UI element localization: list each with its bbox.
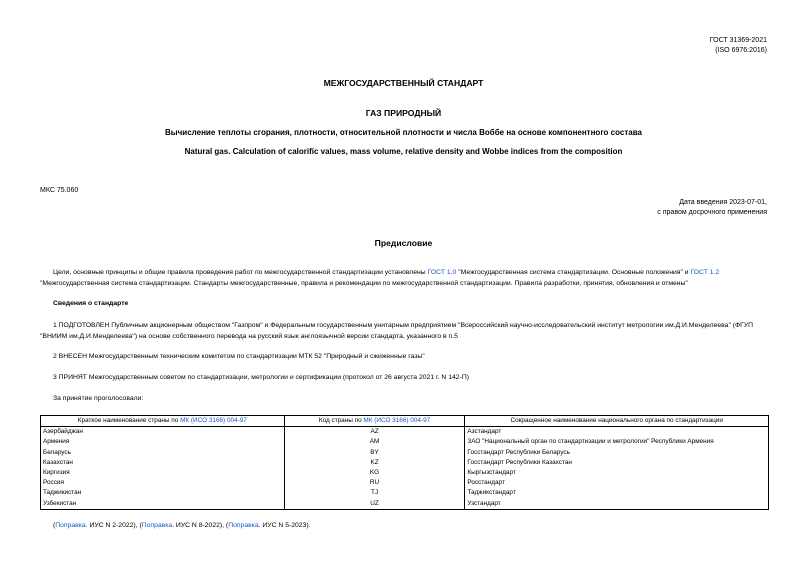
voted-label: За принятие проголосовали:: [53, 395, 144, 402]
standard-info-heading: Сведения о стандарте: [53, 300, 129, 307]
mk-iso-link[interactable]: МК (ИСО 3166) 004-97: [363, 417, 431, 425]
gost-number: ГОСТ 31369-2021: [709, 37, 767, 44]
item-adopted: 3 ПРИНЯТ Межгосударственным советом по стандартизации, метрологии и сертификации (протокол от 26 августа 2021 г. N 142-П): [53, 374, 469, 381]
preface-text: "Межгосударственная система стандартизации. Основные положения" и: [456, 269, 691, 276]
country-name-cell: Россия: [41, 478, 285, 488]
standard-type-heading: МЕЖГОСУДАРСТВЕННЫЙ СТАНДАРТ: [323, 78, 484, 88]
amendment-link[interactable]: Поправка: [55, 522, 86, 529]
table-header-row: [41, 416, 769, 427]
document-code: [710, 36, 767, 56]
country-name-cell: Таджикистан: [41, 488, 285, 498]
iso-number: (ISO 6976:2016): [715, 47, 767, 54]
country-name-cell: Киргизия: [41, 468, 285, 478]
standards-body-header: Сокращенное наименование национального органа по стандартизации: [465, 416, 769, 427]
standards-body-cell: Госстандарт Республики Казахстан: [465, 458, 769, 468]
country-code-cell: RU: [284, 478, 465, 488]
gost-1-2-link[interactable]: ГОСТ 1.2: [690, 269, 720, 276]
standards-body-cell: Таджикстандарт: [465, 488, 769, 498]
table-row: [41, 448, 769, 458]
country-code-cell: BY: [284, 448, 465, 458]
subtitle-russian: Вычисление теплоты сгорания, плотности, относительной плотности и числа Воббе на основе компонентного состава: [165, 128, 642, 137]
mk-iso-link[interactable]: МК (ИСО 3166) 004-97: [180, 417, 247, 425]
item-submitted: 2 ВНЕСЕН Межгосударственным техническим комитетом по стандартизации МТК 52 "Природный и сжиженные газы": [53, 353, 425, 360]
table-row: [41, 488, 769, 498]
country-code-header: Код страны по МК (ИСО 3166) 004-97: [284, 416, 465, 427]
country-code-cell: KZ: [284, 458, 465, 468]
amendments-line: (Поправка. ИУС N 2-2022), (Поправка. ИУС N 8-2022), (Поправка. ИУС N 5-2023).: [53, 522, 311, 529]
table-row: [41, 427, 769, 438]
amendment-link[interactable]: Поправка: [228, 522, 259, 529]
country-name-cell: Казахстан: [41, 458, 285, 468]
item-prepared: 1 ПОДГОТОВЛЕН Публичным акционерным обществом "Газпром" и Федеральным государственным унитарным предприятием "Всероссийский научно-исследовательский институт метрологии им.Д.И.Менделеева" (ФГУП "ВНИИМ им.Д.И.Менделеева") на основе собственного перевода на русский язык англоязычной версии стандарта, указанного в п.5: [40, 322, 754, 340]
amendment-link[interactable]: Поправка: [141, 522, 173, 529]
standards-body-cell: Азстандарт: [465, 427, 769, 438]
table-row: [41, 478, 769, 488]
standards-body-cell: Госстандарт Республики Беларусь: [465, 448, 769, 458]
preface-paragraph: [40, 268, 769, 289]
table-row: [41, 458, 769, 468]
standards-body-cell: Кыргызстандарт: [465, 468, 769, 478]
voting-states-table: [40, 415, 769, 510]
country-code-cell: TJ: [284, 488, 465, 498]
country-name-cell: Узбекистан: [41, 499, 285, 510]
mks-code: МКС 75.060: [40, 187, 79, 194]
gost-1-0-link[interactable]: ГОСТ 1.0: [427, 269, 457, 276]
country-code-cell: UZ: [284, 499, 465, 510]
standards-body-cell: ЗАО "Национальный орган по стандартизации и метрологии" Республики Армения: [465, 437, 769, 447]
country-name-cell: Армения: [41, 437, 285, 447]
standards-body-cell: Росстандарт: [465, 478, 769, 488]
introduction-date-line: Дата введения 2023-07-01,: [679, 199, 767, 206]
table-row: [41, 437, 769, 447]
country-name-cell: Беларусь: [41, 448, 285, 458]
table-row: [41, 499, 769, 510]
country-code-cell: AM: [284, 437, 465, 447]
country-name-cell: Азербайджан: [41, 427, 285, 438]
preface-heading: Предисловие: [374, 238, 433, 248]
subtitle-english: Natural gas. Calculation of calorific values, mass volume, relative density and Wobbe indices from the composition: [184, 147, 623, 156]
standards-body-cell: Узстандарт: [465, 499, 769, 510]
preface-text: Цели, основные принципы и общие правила проведения работ по межгосударственной стандартизации установлены: [53, 269, 428, 276]
introduction-date: [657, 198, 767, 218]
early-application-note: с правом досрочного применения: [657, 209, 767, 216]
table-row: [41, 468, 769, 478]
country-name-header: Краткое наименование страны по МК (ИСО 3166) 004-97: [41, 416, 285, 427]
preface-text: "Межгосударственная система стандартизации. Стандарты межгосударственные, правила и рекомендации по межгосударственной стандартизации. Правила разработки, принятия, обновления и отмены": [40, 279, 688, 287]
country-code-cell: KG: [284, 468, 465, 478]
document-title: ГАЗ ПРИРОДНЫЙ: [365, 108, 442, 118]
country-code-cell: AZ: [284, 427, 465, 438]
